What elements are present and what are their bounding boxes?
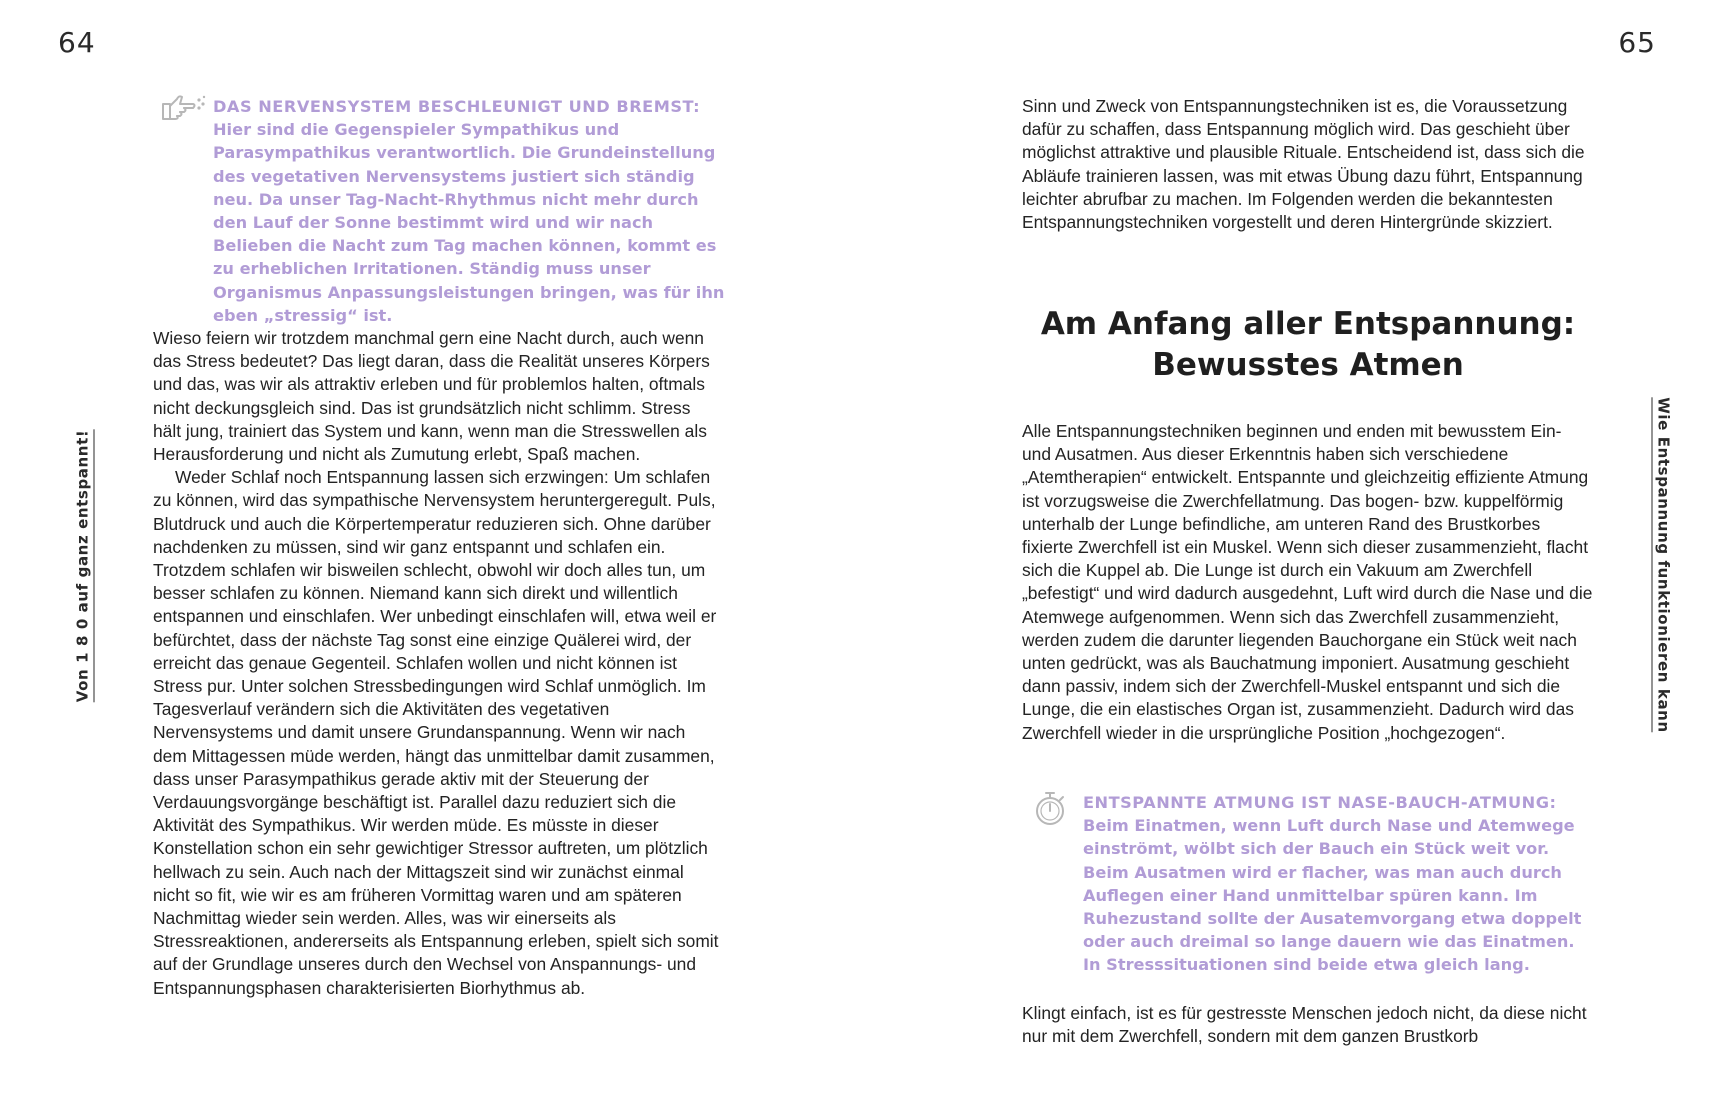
tip-title: DAS NERVENSYSTEM BESCHLEUNIGT UND BREMST: <box>213 97 701 116</box>
paragraph: Klingt einfach, ist es für gestresste Menschen jedoch nicht, da diese nicht nur mit dem Zwerchfell, sondern mit dem ganzen Brustkorb <box>1022 1003 1587 1047</box>
tip-title: ENTSPANNTE ATMUNG IST NASE-BAUCH-ATMUNG: <box>1083 793 1557 812</box>
section-heading <box>1022 304 1594 386</box>
right-intro-paragraph-wrapper <box>1022 95 1594 234</box>
pointing-hand-icon <box>160 92 208 122</box>
page-number-right: 65 <box>1618 26 1656 59</box>
paragraph: Alle Entspannungstechniken beginnen und enden mit bewusstem Ein- und Ausatmen. Aus dieser Erkenntnis haben sich verschiedene „Atemtherapien“ entwickelt. Entspannte und gleichzeitig effiziente Atmung ist vorzugsweise die Zwerchfellatmung. Das bogen- bzw. kuppelförmig unterhalb der Lunge befindliche, am unteren Rand des Brustkorbes fixierte Zwerchfell ist ein Muskel. Wenn sich dieser zusammenzieht, flacht sich die Kuppel ab. Die Lunge ist durch ein Vakuum am Zwerchfell „befestigt“ und wird dadurch ausgedehnt, Luft wird durch die Nase und die Atemwege aufgenommen. Wenn sich das Zwerchfell zusammenzieht, werden zudem die darunter liegenden Bauchorgane ein Stück weit nach unten gedrückt, was als Bauchatmung imponiert. Ausatmung geschieht dann passiv, indem sich der Zwerchfell-Muskel entspannt und sich die Lunge, die ein elastisches Organ ist, zusammenzieht. Dadurch wird das Zwerchfell wieder in die ursprüngliche Position „hochgezogen“. <box>1022 421 1593 743</box>
paragraph: Sinn und Zweck von Entspannungstechniken ist es, die Voraussetzung dafür zu schaffen, dass Entspannung möglich wird. Das geschieht über möglichst attraktive und plausible Rituale. Entscheidend ist, dass sich die Abläufe trainieren lassen, was mit etwas Übung dazu führt, Entspannung leichter abrufbar zu machen. Im Folgenden werden die bekanntesten Entspannungstechniken vorgestellt und deren Hintergründe skizziert. <box>1022 96 1585 233</box>
running-head-right: Wie Entspannung funktionieren kann <box>1652 397 1673 732</box>
tip-text: Beim Einatmen, wenn Luft durch Nase und Atemwege einströmt, wölbt sich der Bauch ein Stück weit vor. Beim Ausatmen wird er flacher, was man auch durch Auflegen einer Hand unmittelbar spüren kann. Im Ruhezustand sollte der Ausatemvorgang etwa doppelt oder auch dreimal so lange dauern wie das Einatmen. In Stresssituationen sind beide etwa gleich lang. <box>1083 816 1582 975</box>
tip-box-nervensystem <box>213 95 725 327</box>
left-body-column <box>153 327 723 1000</box>
heading-line: Bewusstes Atmen <box>1152 347 1464 383</box>
tip-box-atmung <box>1083 791 1595 977</box>
paragraph: Wieso feiern wir trotzdem manchmal gern eine Nacht durch, auch wenn das Stress bedeutet? Das liegt daran, dass die Realität unseres Körpers und das, was wir als attraktiv erleben und für problemlos halten, oftmals nicht deckungsgleich sind. Das ist grundsätzlich nicht schlimm. Stress hält jung, trainiert das System und kann, wenn man die Stresswellen als Herausforderung und nicht als Zumutung erlebt, Spaß machen. <box>153 328 710 465</box>
heading-line: Am Anfang aller Entspannung: <box>1040 306 1576 342</box>
tip-text: Hier sind die Gegenspieler Sympathikus und Parasympathikus verantwortlich. Die Grundeinstellung des vegetativen Nervensystems justiert sich ständig neu. Da unser Tag-Nacht-Rhythmus nicht mehr durch den Lauf der Sonne bestimmt wird und wir nach Belieben die Nacht zum Tag machen können, kommt es zu erheblichen Irritationen. Ständig muss unser Organismus Anpassungsleistungen bringen, was für ihn eben „stressig“ ist. <box>213 120 725 325</box>
stopwatch-icon <box>1031 788 1071 828</box>
running-head-left: Von 1 8 0 auf ganz entspannt! <box>74 430 95 703</box>
page-number-left: 64 <box>58 26 96 59</box>
paragraph: Weder Schlaf noch Entspannung lassen sich erzwingen: Um schlafen zu können, wird das sympathische Nervensystem heruntergeregult. Puls, Blutdruck und auch die Körpertemperatur reduzieren sich. Ohne darüber nachdenken zu müssen, sind wir ganz entspannt und schlafen ein. Trotzdem schlafen wir bisweilen schlecht, obwohl wir doch alles tun, um besser schlafen zu können. Niemand kann sich direkt und willentlich entspannen und einschlafen. Wer unbedingt einschlafen will, etwa weil er befürchtet, dass der nächste Tag sonst eine einzige Quälerei wird, der erreicht das genaue Gegenteil. Schlafen wollen und nicht können ist Stress pur. Unter solchen Stressbedingungen wird Schlaf unmöglich. Im Tagesverlauf verändern sich die Aktivitäten des vegetativen Nervensystems und damit unsere Grundanspannung. Wenn wir nach dem Mittagessen müde werden, hängt das unmittelbar damit zusammen, dass unser Parasympathikus gerade aktiv mit der Steuerung der Verdauungsvorgänge beschäftigt ist. Parallel dazu reduziert sich die Aktivität des Sympathikus. Wir werden müde. Es müsste in dieser Konstellation schon ein sehr gewichtiger Stressor auftreten, um plötzlich hellwach zu sein. Auch nach der Mittagszeit sind wir zunächst einmal nicht so fit, wie wir es am früheren Vormittag waren und am späteren Nachmittag wieder sein werden. Alles, was wir einerseits als Stressreaktionen, andererseits als Entspannung erleben, spielt sich somit auf der Grundlage unseres durch den Wechsel von Anspannungs- und Entspannungsphasen charakterisierten Biorhythmus ab. <box>153 467 719 998</box>
